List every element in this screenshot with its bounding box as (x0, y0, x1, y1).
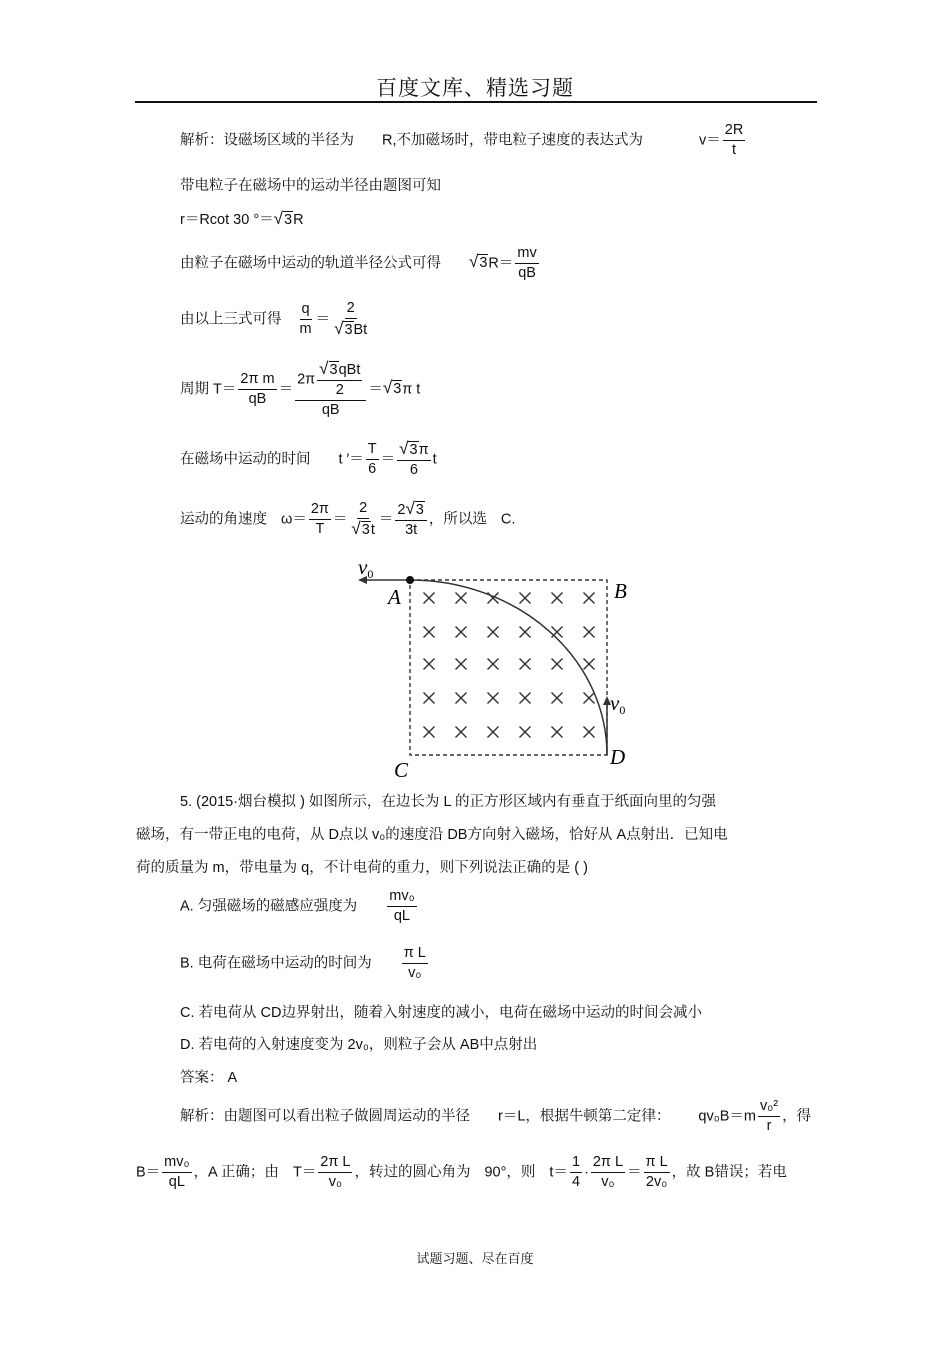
sqrt: √3 (382, 378, 402, 398)
text: T＝ (213, 381, 237, 398)
text: v＝ (699, 132, 721, 149)
sqrt: √3 (469, 252, 488, 272)
field-cross-mark (584, 693, 595, 704)
solution-line-5 (180, 300, 371, 339)
question5-line-2: 磁场，有一带正电的电荷，从 D点以 v₀的速度沿 DB方向射入磁场，恰好从 A点射出．已知电 (136, 827, 728, 843)
solution-line-7 (180, 440, 437, 479)
field-cross-mark (520, 727, 531, 738)
fraction: $\frac{2}{√3Bt}$ (334, 300, 368, 338)
fraction: $\frac{\text{π L}}{\text{2v₀}}$ (645, 1154, 668, 1190)
fraction: $\frac{\text{π L}}{\text{v₀}}$ (403, 945, 426, 981)
fraction: $\frac{T}{6}$ (367, 441, 377, 477)
solution-line-4 (180, 245, 541, 282)
magnetic-field-diagram (350, 552, 640, 784)
field-cross-mark (424, 593, 435, 604)
text: 在磁场中运动的时间 (180, 451, 311, 468)
question5-line-3: 荷的质量为 m，带电量为 q，不计电荷的重力，则下列说法正确的是 ( ) (136, 860, 588, 876)
trajectory-arc (410, 580, 607, 755)
text: B＝ (136, 1164, 161, 1181)
text: R＝ (488, 255, 514, 272)
text: ，得 (782, 1108, 812, 1125)
field-cross-mark (424, 727, 435, 738)
solution-line-3 (180, 208, 304, 229)
solution-line-1 (180, 122, 747, 159)
label-A: A (388, 585, 401, 609)
text: ＝ (627, 1164, 642, 1181)
fraction: $\frac{mv}{qB}$ (517, 245, 537, 281)
fraction: $\frac{2R}{t}$ (724, 122, 744, 158)
label-C: C (394, 758, 409, 782)
page-header-title: 百度文库、精选习题 (376, 76, 574, 100)
field-cross-mark (424, 659, 435, 670)
fraction: $\frac{\text{v₀²}}{r}$ (760, 1098, 779, 1134)
fraction: $\frac{2}{√3t}$ (351, 500, 375, 538)
text: ，故 B错误；若电 (671, 1164, 787, 1181)
text: T＝ (292, 1164, 317, 1181)
text: ＝ (368, 381, 383, 398)
field-cross-mark (424, 693, 435, 704)
text: R (293, 212, 304, 228)
field-cross-mark (488, 659, 499, 670)
text: t ′＝ (338, 451, 364, 468)
square-region (410, 580, 607, 755)
fraction: $\frac{\text{2π L}}{\text{v₀}}$ (592, 1154, 624, 1190)
text: 运动的角速度 (180, 511, 267, 528)
solution-line-2: 带电粒子在磁场中的运动半径由题图可知 (180, 178, 441, 194)
text: qv₀B＝m (698, 1108, 756, 1125)
explanation-line-1 (180, 1098, 811, 1135)
text: R, (382, 132, 397, 149)
text: π t (402, 381, 421, 398)
fraction: $\frac{2\pi}{T}$ (310, 501, 329, 537)
text: ＝ (315, 311, 331, 328)
question5-line-1: 5. (2015·烟台模拟 ) 如图所示，在边长为 L 的正方形区域内有垂直于纸面向里的匀强 (180, 794, 717, 810)
explanation-line-2 (136, 1154, 787, 1191)
fraction: $\frac{\text{mv₀}}{qL}$ (164, 1154, 190, 1190)
label-v0-top: v0 (358, 555, 374, 581)
answer: 答案： A (180, 1070, 238, 1086)
field-cross-mark (520, 627, 531, 638)
text: 90° (484, 1164, 507, 1181)
field-cross-mark (584, 593, 595, 604)
text: ，A 正确；由 (193, 1164, 279, 1181)
text: · (584, 1164, 589, 1181)
sqrt: √3 (273, 209, 293, 228)
fraction: $\frac{1}{4}$ (571, 1154, 581, 1190)
fraction: $\frac{2√3}{3t}$ (395, 500, 427, 539)
field-cross-mark (552, 727, 563, 738)
option-C: C. 若电荷从 CD边界射出，随着入射速度的减小，电荷在磁场中运动的时间会减小 (180, 1005, 702, 1021)
option-B (180, 945, 430, 982)
text: ＝ (332, 511, 348, 528)
field-cross-mark (424, 627, 435, 638)
field-cross-mark (584, 627, 595, 638)
fraction: 2π $\frac{\text{√3qBt}}{2}$ qB (295, 360, 366, 419)
field-cross-mark (520, 693, 531, 704)
text: ＝ (278, 381, 294, 398)
solution-line-6 (180, 360, 420, 419)
label-v0-right: v0 (610, 691, 626, 717)
field-cross-mark (488, 693, 499, 704)
field-cross-mark (488, 727, 499, 738)
text: C. (500, 511, 516, 528)
field-cross-mark (456, 593, 467, 604)
text: t＝ (549, 1164, 568, 1181)
point-A-dot (406, 576, 414, 584)
text: ，所以选 (428, 511, 487, 528)
label-D: D (610, 745, 626, 769)
field-cross-mark (456, 627, 467, 638)
fraction: $\frac{\text{2π L}}{\text{v₀}}$ (320, 1154, 351, 1190)
fraction: $\frac{√3\pi}{6}$ (399, 439, 429, 478)
solution-line-8 (180, 500, 515, 539)
text: r＝Rcot 30 °＝ (180, 212, 274, 228)
field-cross-mark (584, 659, 595, 670)
field-cross-mark (456, 727, 467, 738)
text: ，则 (506, 1164, 536, 1181)
text: A. 匀强磁场的磁感应强度为 (180, 898, 358, 915)
text: ω＝ (281, 511, 307, 528)
text: 不加磁场时，带电粒子速度的表达式为 (396, 132, 643, 149)
page-footer: 试题习题、尽在百度 (416, 1251, 534, 1266)
text: ＝ (378, 511, 394, 528)
text: ＝ (380, 451, 396, 468)
field-cross-mark (552, 627, 563, 638)
field-cross-mark (552, 693, 563, 704)
text: 由粒子在磁场中运动的轨道半径公式可得 (180, 255, 441, 272)
field-cross-mark (520, 593, 531, 604)
field-cross-mark (552, 593, 563, 604)
text: 周期 (180, 381, 209, 398)
field-cross-mark (456, 693, 467, 704)
text: 解析：设磁场区域的半径为 (180, 132, 354, 149)
text: 由以上三式可得 (180, 311, 282, 328)
fraction: $\frac{\text{2π m}}{qB}$ (240, 371, 275, 407)
text: r＝L，根据牛顿第二定律： (498, 1108, 671, 1125)
field-cross-mark (584, 727, 595, 738)
header-rule (135, 101, 817, 103)
text: t (432, 451, 437, 468)
field-cross-mark (456, 659, 467, 670)
text: B. 电荷在磁场中运动的时间为 (180, 955, 372, 972)
field-cross-mark (520, 659, 531, 670)
text: 解析：由题图可以看出粒子做圆周运动的半径 (180, 1108, 470, 1125)
text: ，转过的圆心角为 (354, 1164, 471, 1181)
field-cross-mark (552, 659, 563, 670)
label-B: B (614, 579, 627, 603)
option-A (180, 888, 419, 925)
field-crosses (424, 593, 595, 738)
fraction: $\frac{\text{mv₀}}{qL}$ (389, 888, 415, 924)
field-cross-mark (488, 627, 499, 638)
fraction: $\frac{q}{m}$ (299, 301, 312, 337)
option-D: D. 若电荷的入射速度变为 2v₀，则粒子会从 AB中点射出 (180, 1037, 538, 1053)
